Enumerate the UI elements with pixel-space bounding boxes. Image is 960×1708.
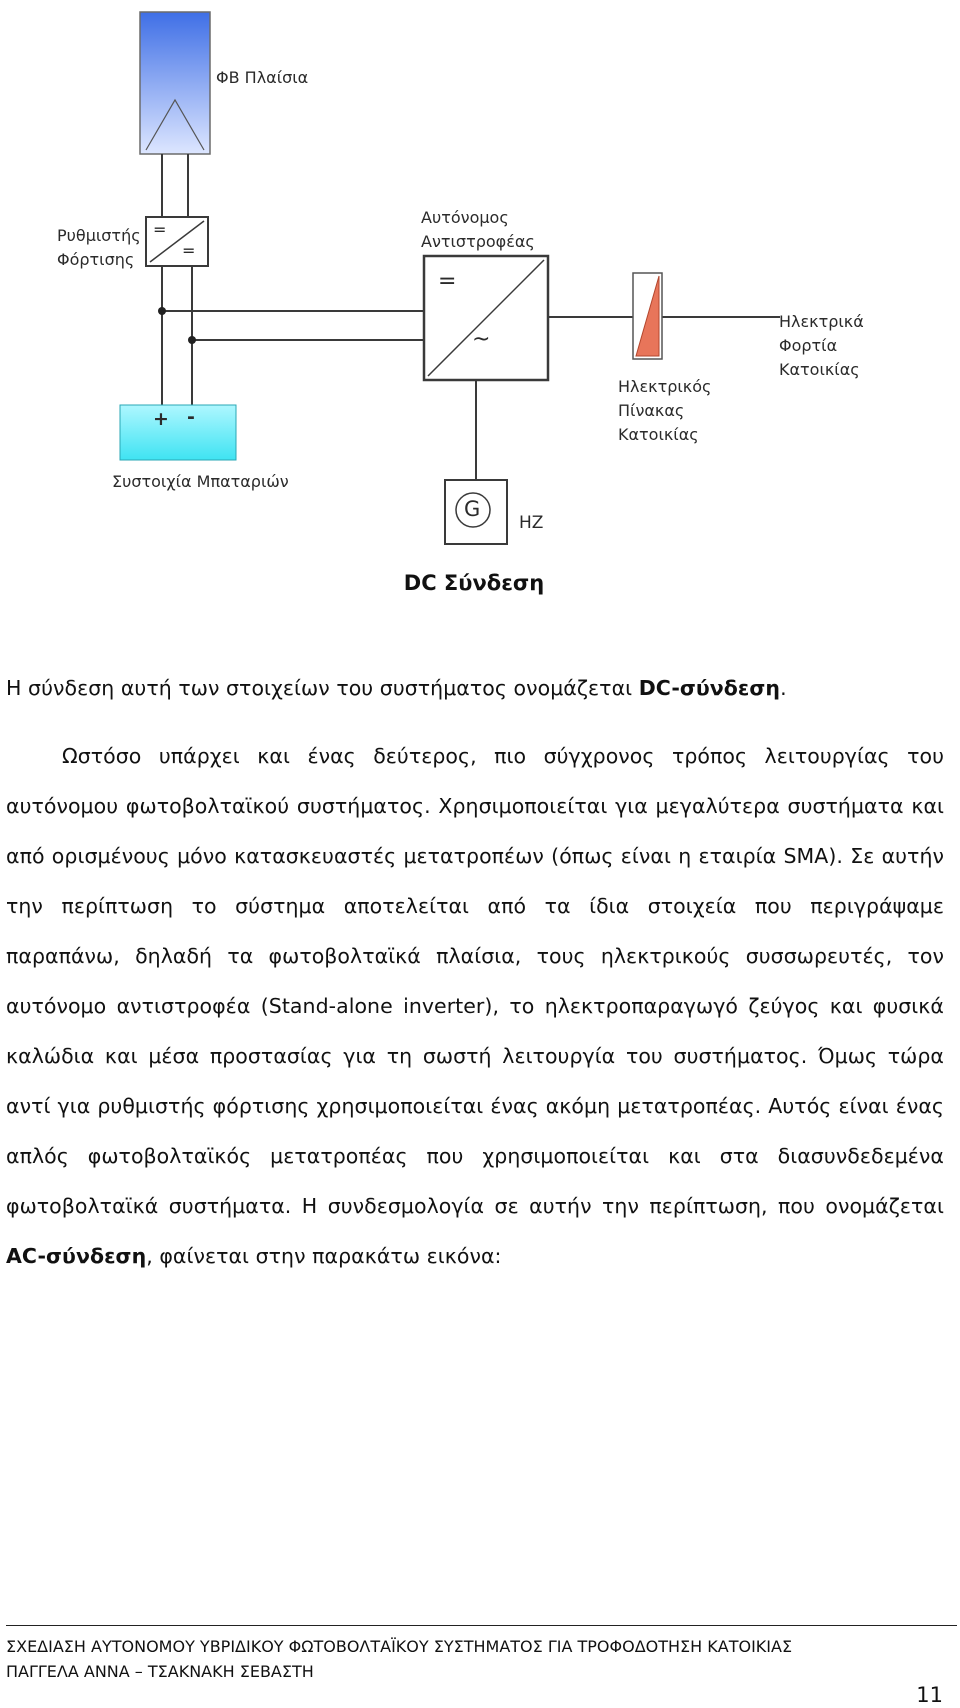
paragraph-1 xyxy=(6,663,944,713)
junction-dot xyxy=(188,336,196,344)
footer-authors: ΠΑΓΓΕΛΑ ΑΝΝΑ – ΤΣΑΚΝΑΚΗ ΣΕΒΑΣΤΗ xyxy=(6,1662,314,1681)
paragraph-2-end: , φαίνεται στην παρακάτω εικόνα: xyxy=(146,1244,502,1268)
pv-panel-icon xyxy=(140,12,210,154)
paragraph-2-text: Ωστόσο υπάρχει και ένας δεύτερος, πιο σύγχρονος τρόπος λειτουργίας του αυτόνομου φωτοβολταϊκού συστήματος. Χρησιμοποιείται για μεγαλύτερα συστήματα και από ορισμένους μόνο κατασκευαστές μετατροπέων (όπως είναι η εταιρία SMA). Σε αυτήν την περίπτωση το σύστημα αποτελείται από τα ίδια στοιχεία που περιγράψαμε παραπάνω, δηλαδή τα φωτοβολταϊκά πλαίσια, τους ηλεκτρικούς συσσωρευτές, τον αυτόνομο αντιστροφέα (Stand-alone inverter), το ηλεκτροπαραγωγό ζεύγος και φυσικά καλώδια και μέσα προστασίας για τη σωστή λειτουργία του συστήματος. Όμως τώρα αντί για ρυθμιστής φόρτισης χρησιμοποιείται ένας ακόμη μετατροπέας. Αυτός είναι ένας απλός φωτοβολταϊκός μετατροπέας που χρησιμοποιείται και στα διασυνδεδεμένα φωτοβολταϊκά συστήματα. Η συνδεσμολογία σε αυτήν την περίπτωση, που ονομάζεται xyxy=(6,744,944,1218)
battery-plus-symbol: + xyxy=(153,408,169,430)
paragraph-1-text: Η σύνδεση αυτή των στοιχείων του συστήματος ονομάζεται xyxy=(6,676,639,700)
inverter-dc-symbol: = xyxy=(438,269,457,294)
page-number: 11 xyxy=(916,1683,943,1707)
charge-controller-label: Ρυθμιστής Φόρτισης xyxy=(57,226,141,269)
paragraph-1-end: . xyxy=(780,676,787,700)
electrical-panel-label: Ηλεκτρικός Πίνακας Κατοικίας xyxy=(618,377,712,444)
junction-dot xyxy=(158,307,166,315)
footer-divider xyxy=(6,1625,957,1626)
battery-bank-icon xyxy=(120,405,236,460)
footer-title: ΣΧΕΔΙΑΣΗ ΑΥΤΟΝΟΜΟΥ ΥΒΡΙΔΙΚΟΥ ΦΩΤΟΒΟΛΤΑΪΚΟΥ ΣΥΣΤΗΜΑΤΟΣ ΓΙΑ ΤΡΟΦΟΔΟΤΗΣΗ ΚΑΤΟΙΚΙΑΣ xyxy=(6,1637,793,1656)
pv-panels-label: ΦΒ Πλαίσια xyxy=(216,68,309,87)
household-loads-label: Ηλεκτρικά Φορτία Κατοικίας xyxy=(779,312,864,379)
inverter-ac-symbol: ~ xyxy=(472,327,491,352)
battery-bank-label: Συστοιχία Μπαταριών xyxy=(112,472,289,491)
generator-symbol: G xyxy=(464,497,481,521)
battery-minus-symbol: - xyxy=(187,406,195,428)
figure-caption: DC Σύνδεση xyxy=(403,571,545,595)
dc-connection-diagram xyxy=(0,0,960,560)
inverter-label: Αυτόνομος Αντιστροφέας xyxy=(421,208,535,251)
controller-dc-in-symbol: = xyxy=(153,220,167,239)
generator-frequency-label: HZ xyxy=(519,513,544,533)
paragraph-2 xyxy=(6,731,944,1281)
paragraph-2-bold-term: AC-σύνδεση xyxy=(6,1244,147,1268)
electrical-panel-icon xyxy=(633,273,662,359)
paragraph-1-bold-term: DC-σύνδεση xyxy=(638,676,781,700)
controller-dc-out-symbol: = xyxy=(182,241,196,260)
